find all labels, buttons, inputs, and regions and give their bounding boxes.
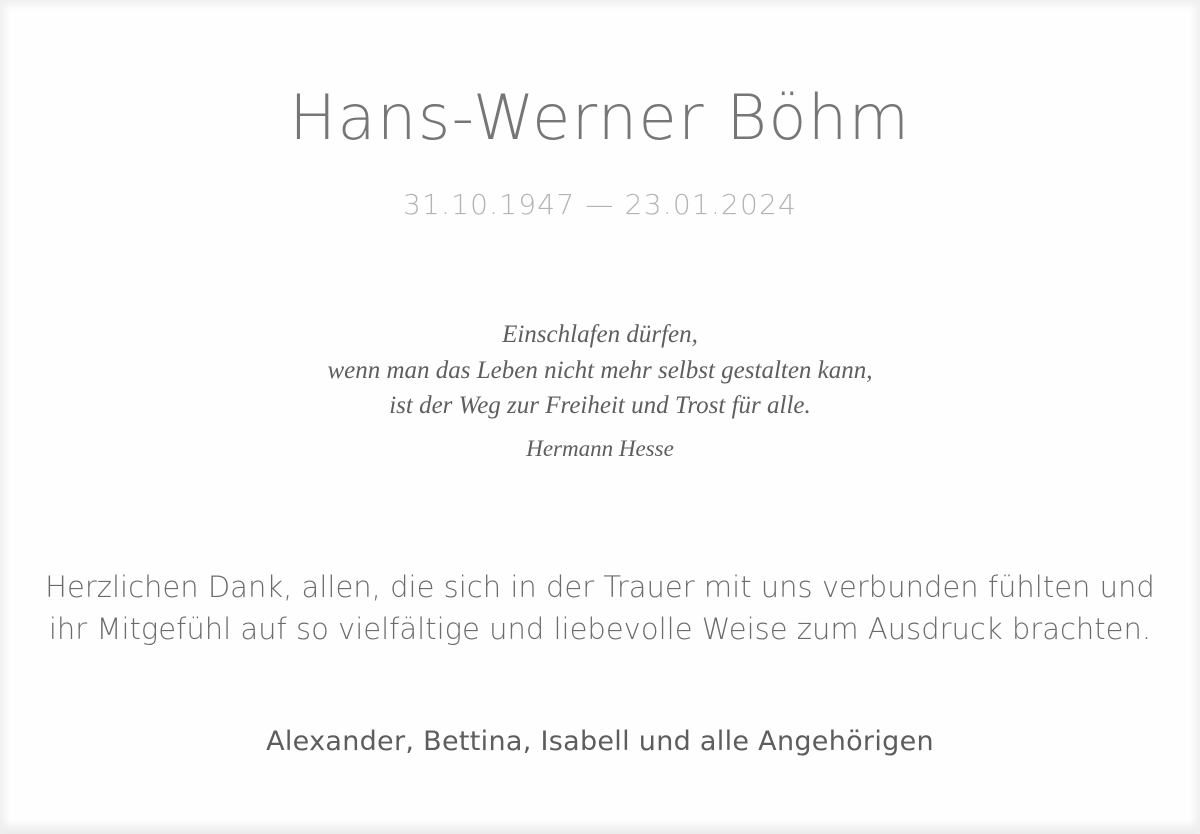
paper-edge-top [0,0,1200,10]
poem-author: Hermann Hesse [526,435,674,461]
thanks-line-2: ihr Mitgefühl auf so vielfältige und liebevolle Weise zum Ausdruck brachten. [48,611,1152,646]
life-dates: 31.10.1947 — 23.01.2024 [402,188,798,222]
poem-line-2: wenn man das Leben nicht mehr selbst gestalten kann, [327,356,873,384]
poem-line-3: ist der Weg zur Freiheit und Trost für alle. [389,392,811,420]
poem-line-1: Einschlafen dürfen, [502,321,698,349]
paper-edge-left [0,0,10,834]
family-signature: Alexander, Bettina, Isabell und alle Angehörigen [266,725,934,757]
poem-quote [327,317,872,424]
paper-edge-bottom [0,820,1200,834]
thanks-message [45,566,1155,650]
deceased-name: Hans-Werner Böhm [289,81,911,154]
thanks-line-1: Herzlichen Dank, allen, die sich in der Trauer mit uns verbunden fühlten und [45,569,1155,604]
paper-edge-right [1190,0,1200,834]
